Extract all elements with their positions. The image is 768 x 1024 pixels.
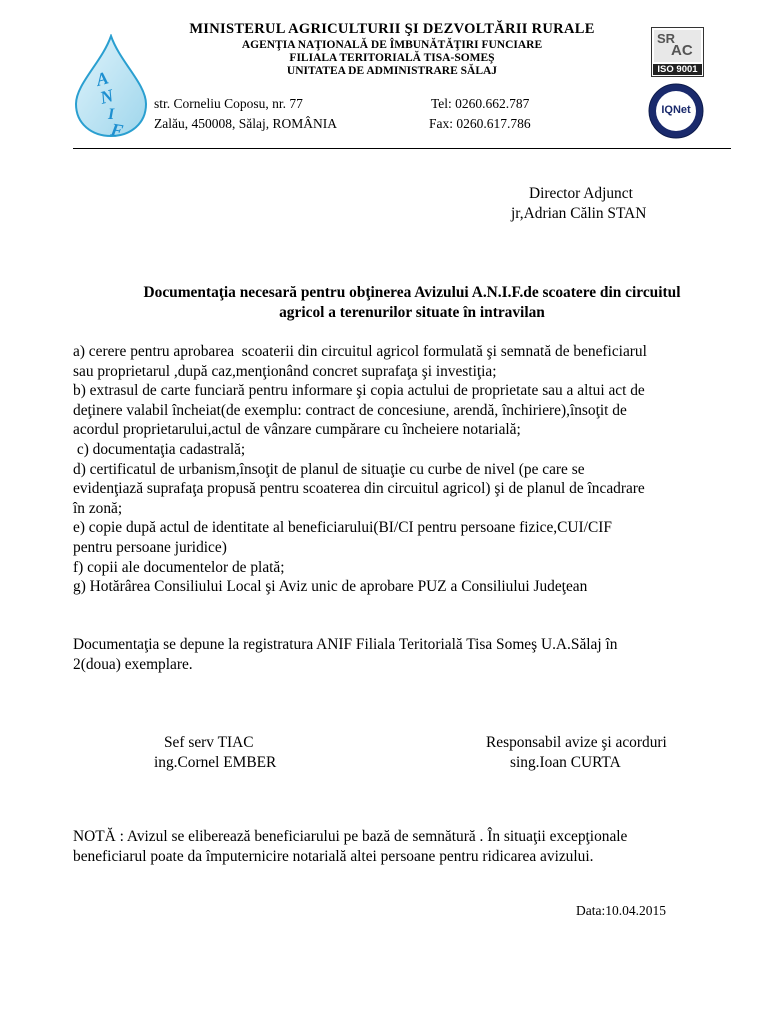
title-line-2: agricol a terenurilor situate în intravilan (279, 304, 545, 321)
list-item: sau proprietarul ,după caz,menţionând concret suprafaţa şi investiţia; (73, 362, 497, 380)
list-item: pentru persoane juridice) (73, 538, 227, 556)
svg-text:I: I (108, 106, 115, 123)
water-drop-icon (72, 34, 150, 138)
svg-text:N: N (97, 85, 116, 108)
anif-logo (72, 34, 150, 138)
note-paragraph (73, 827, 763, 866)
submission-line-1: Documentaţia se depune la registratura ANIF Filiala Teritorială Tisa Someş U.A.Sălaj în (73, 636, 618, 653)
header-divider (73, 148, 731, 149)
iqnet-badge (648, 83, 704, 139)
right-signatory-name: sing.Ioan CURTA (510, 754, 621, 771)
document-date: Data:10.04.2015 (576, 903, 666, 918)
note-line-1: NOTĂ : Avizul se eliberează beneficiarului pe bază de semnătură . În situaţii excepţionale (73, 828, 628, 845)
list-item: d) certificatul de urbanism,însoţit de planul de situaţie cu curbe de nivel (pe care se (73, 460, 585, 478)
list-item: a) cerere pentru aprobarea scoaterii din circuitul agricol formulată şi semnată de beneficiarul (73, 343, 647, 360)
submission-line-2: 2(doua) exemplare. (73, 655, 193, 673)
iso-label: ISO 9001 (657, 64, 698, 75)
iqnet-text: IQNet (661, 104, 691, 116)
director-name: jr,Adrian Călin STAN (511, 205, 647, 222)
branch-heading: FILIALA TERITORIALĂ TISA-SOMEŞ (289, 52, 495, 64)
agency-heading: AGENŢIA NAŢIONALĂ DE ÎMBUNĂTĂŢIRI FUNCIARE (241, 39, 543, 51)
left-signatory-role: Sef serv TIAC (164, 734, 254, 751)
list-item: acordul proprietarului,actul de vânzare cumpărare cu încheiere notarială; (73, 421, 521, 439)
fax-number: Fax: 0260.617.786 (429, 116, 531, 131)
address-street: str. Corneliu Coposu, nr. 77 (154, 96, 303, 111)
left-signatory-name: ing.Cornel EMBER (154, 754, 277, 771)
list-item: c) documentaţia cadastrală; (73, 440, 246, 458)
phone-number: Tel: 0260.662.787 (431, 96, 530, 111)
right-signatory-role: Responsabil avize şi acorduri (486, 734, 667, 751)
list-item: e) copie după actul de identitate al beneficiarului(BI/CI pentru persoane fizice,CUI/CIF (73, 519, 612, 537)
list-item: în zonă; (73, 499, 123, 517)
list-item: evidenţiază suprafaţa propusă pentru scoaterea din circuitul agricol) şi de planul de încadrare (73, 480, 645, 498)
requirements-list (73, 342, 753, 597)
svg-text:A: A (93, 67, 111, 90)
ministry-heading: MINISTERUL AGRICULTURII ŞI DEZVOLTĂRII RURALE (189, 21, 595, 37)
address-city: Zalău, 450008, Sălaj, ROMÂNIA (154, 116, 337, 131)
list-item: g) Hotărârea Consiliului Local şi Aviz unic de aprobare PUZ a Consiliului Judeţean (73, 578, 588, 596)
srac-mid-text: AC (671, 42, 693, 59)
note-line-2: beneficiarul poate da împuternicire notarială altei persoane pentru ridicarea avizului. (73, 847, 594, 865)
svg-text:F: F (109, 119, 125, 138)
list-item: deţinere valabil încheiat(de exemplu: contract de concesiune, arendă, închiriere),însoţit de (73, 401, 627, 419)
director-role: Director Adjunct (529, 185, 633, 202)
srac-top-text: SR (657, 31, 676, 46)
title-line-1: Documentaţia necesară pentru obţinerea Avizului A.N.I.F.de scoatere din circuitul (143, 284, 681, 301)
list-item: b) extrasul de carte funciară pentru informare şi copia actului de proprietate sau a altui act de (73, 382, 645, 400)
unit-heading: UNITATEA DE ADMINISTRARE SĂLAJ (286, 65, 498, 77)
document-title (80, 283, 744, 323)
submission-paragraph (73, 635, 753, 674)
srac-iso-badge (651, 27, 704, 77)
list-item: f) copii ale documentelor de plată; (73, 558, 285, 576)
